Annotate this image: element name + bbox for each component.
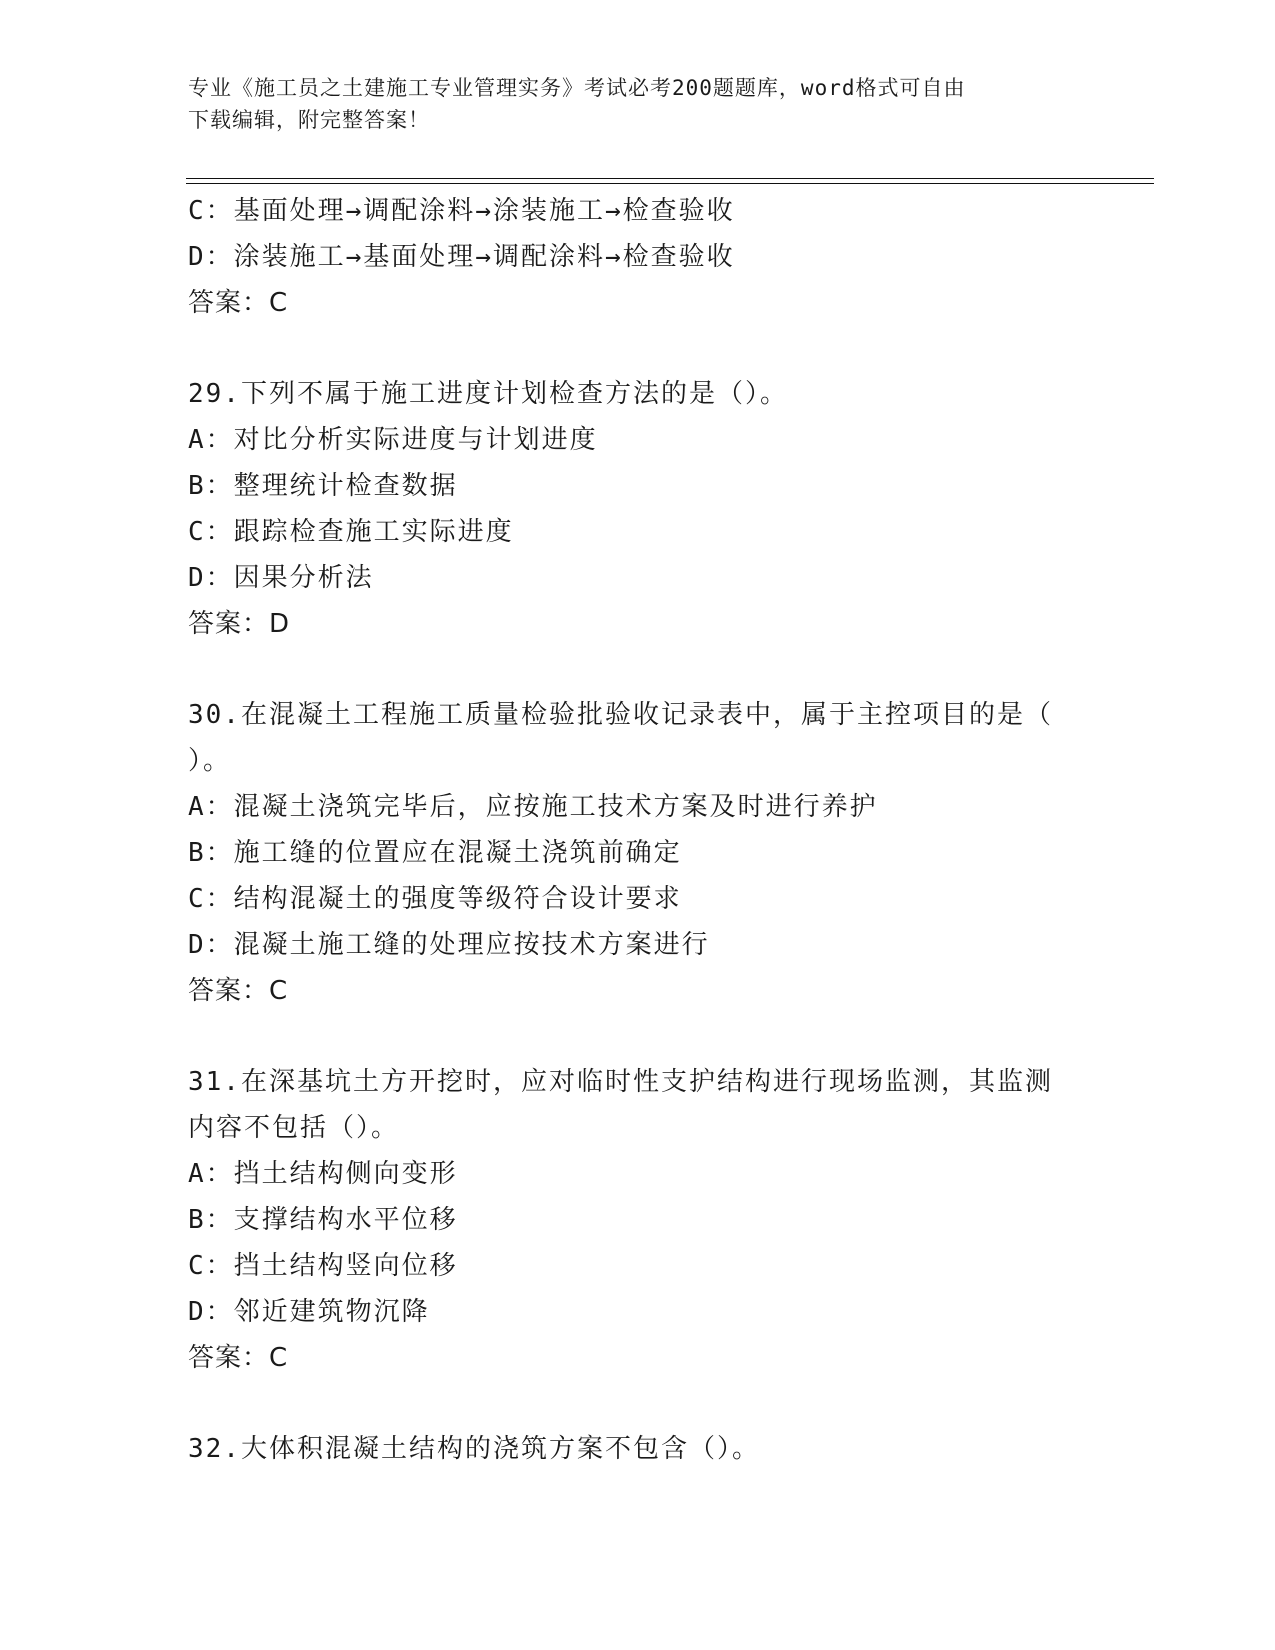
question-stem: 32.大体积混凝土结构的浇筑方案不包含（）。 [188,1434,760,1464]
spacer [188,1381,1088,1426]
option-d: D：邻近建筑物沉降 [188,1297,430,1327]
option-c: C：基面处理→调配涂料→涂装施工→检查验收 [188,196,735,226]
question-stem-line-2: ）。 [188,746,232,776]
question-stem-line-2: 内容不包括（）。 [188,1113,400,1143]
question-stem-line-1: 30.在混凝土工程施工质量检验批验收记录表中，属于主控项目的是（ [188,700,1053,730]
option-d: D：涂装施工→基面处理→调配涂料→检查验收 [188,242,735,272]
header-line-2: 下载编辑，附完整答案！ [188,108,430,132]
question-list [188,188,1088,1472]
option-a: A：混凝土浇筑完毕后，应按施工技术方案及时进行养护 [188,792,878,822]
answer: 答案：D [188,609,291,639]
option-a: A：挡土结构侧向变形 [188,1159,458,1189]
question-32 [188,1426,1088,1472]
question-31 [188,1059,1088,1381]
option-b: B：施工缝的位置应在混凝土浇筑前确定 [188,838,682,868]
option-b: B：整理统计检查数据 [188,471,458,501]
answer: 答案：C [188,288,289,318]
header-divider-bottom [186,183,1154,184]
option-d: D：混凝土施工缝的处理应按技术方案进行 [188,930,710,960]
answer: 答案：C [188,1343,289,1373]
option-d: D：因果分析法 [188,563,374,593]
question-30 [188,692,1088,1014]
question-stem: 29.下列不属于施工进度计划检查方法的是（）。 [188,379,788,409]
option-a: A：对比分析实际进度与计划进度 [188,425,598,455]
document-header [188,72,1088,136]
option-c: C：跟踪检查施工实际进度 [188,517,514,547]
spacer [188,1014,1088,1059]
option-b: B：支撑结构水平位移 [188,1205,458,1235]
answer: 答案：C [188,976,289,1006]
option-c: C：结构混凝土的强度等级符合设计要求 [188,884,682,914]
spacer [188,326,1088,371]
header-line-1: 专业《施工员之土建施工专业管理实务》考试必考200题题库，word格式可自由 [188,76,966,100]
option-c: C：挡土结构竖向位移 [188,1251,458,1281]
question-28-continued [188,188,1088,326]
header-divider-top [186,178,1154,179]
question-29 [188,371,1088,647]
question-stem-line-1: 31.在深基坑土方开挖时，应对临时性支护结构进行现场监测，其监测 [188,1067,1053,1097]
spacer [188,647,1088,692]
